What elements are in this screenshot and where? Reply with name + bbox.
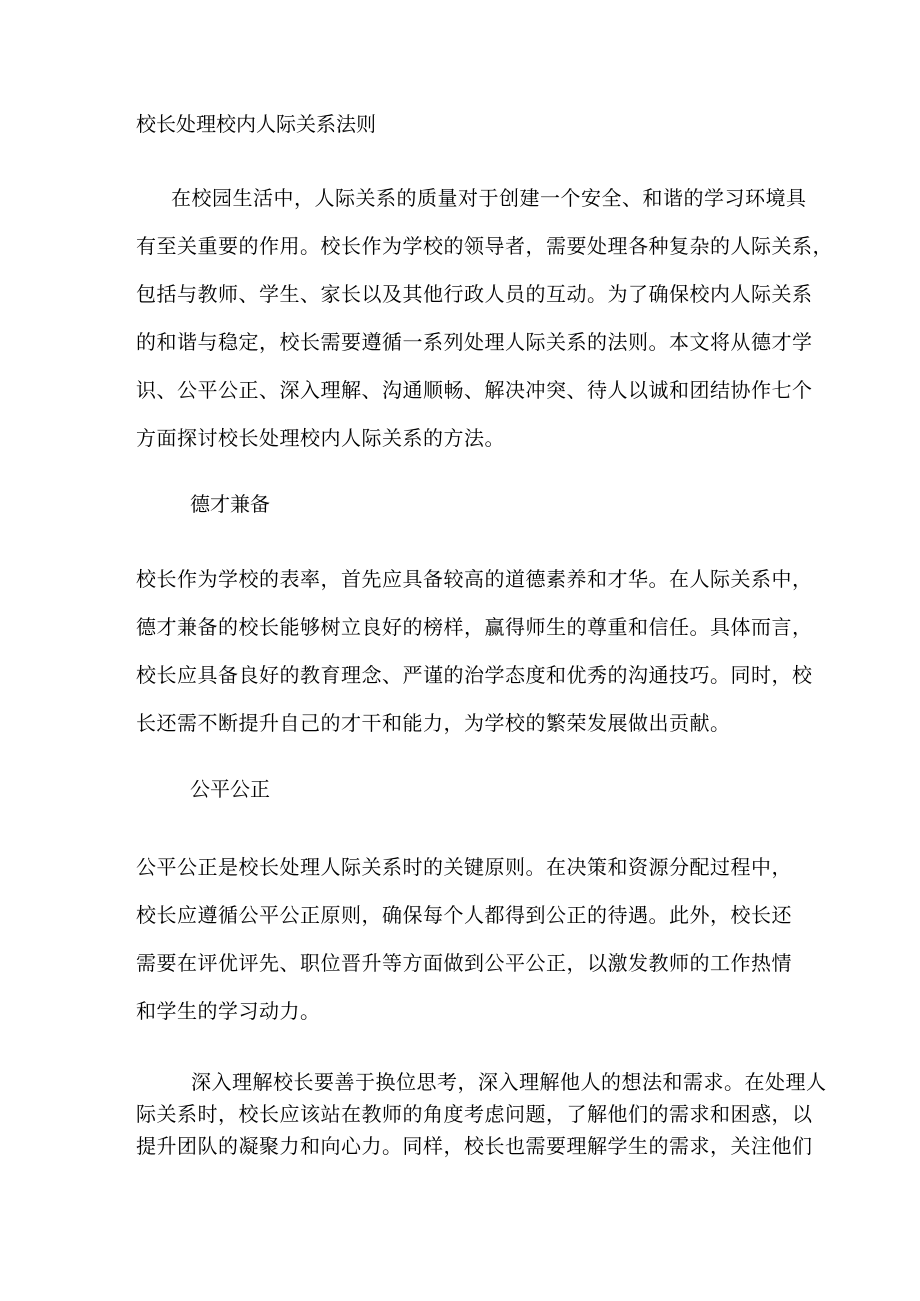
paragraph-line: 深入理解校长要善于换位思考，深入理解他人的想法和需求。在处理人 — [191, 1070, 827, 1094]
intro-line: 在校园生活中，人际关系的质量对于创建一个安全、和谐的学习环境具 — [171, 186, 807, 210]
paragraph-line: 提升团队的凝聚力和向心力。同样，校长也需要理解学生的需求，关注他们 — [136, 1134, 813, 1158]
paragraph-line: 和学生的学习动力。 — [136, 999, 321, 1023]
paragraph-line: 需要在评优评先、职位晋升等方面做到公平公正，以激发教师的工作热情 — [136, 951, 792, 975]
section-paragraph-gongping — [136, 843, 806, 1035]
section-heading-decai: 德才兼备 — [190, 492, 270, 516]
intro-line: 有至关重要的作用。校长作为学校的领导者，需要处理各种复杂的人际关系， — [136, 234, 833, 258]
paragraph-line: 校长作为学校的表率，首先应具备较高的道德素养和才华。在人际关系中， — [136, 567, 813, 591]
intro-line: 方面探讨校长处理校内人际关系的方法。 — [136, 426, 505, 450]
section-paragraph-shenru — [136, 1066, 827, 1162]
intro-line: 识、公平公正、深入理解、沟通顺畅、解决冲突、待人以诚和团结协作七个 — [136, 378, 813, 402]
section-heading-gongping: 公平公正 — [190, 777, 270, 801]
intro-line: 的和谐与稳定，校长需要遵循一系列处理人际关系的法则。本文将从德才学 — [136, 330, 813, 354]
paragraph-line: 长还需不断提升自己的才干和能力，为学校的繁荣发展做出贡献。 — [136, 711, 731, 735]
intro-paragraph — [136, 174, 833, 462]
intro-line: 包括与教师、学生、家长以及其他行政人员的互动。为了确保校内人际关系 — [136, 282, 813, 306]
paragraph-line: 校长应遵循公平公正原则，确保每个人都得到公正的待遇。此外，校长还 — [136, 903, 792, 927]
paragraph-line: 公平公正是校长处理人际关系时的关键原则。在决策和资源分配过程中， — [136, 855, 792, 879]
paragraph-line: 际关系时，校长应该站在教师的角度考虑问题，了解他们的需求和困惑，以 — [136, 1102, 813, 1126]
document-title: 校长处理校内人际关系法则 — [136, 112, 376, 136]
section-paragraph-decai — [136, 555, 813, 747]
paragraph-line: 校长应具备良好的教育理念、严谨的治学态度和优秀的沟通技巧。同时，校 — [136, 663, 813, 687]
paragraph-line: 德才兼备的校长能够树立良好的榜样，赢得师生的尊重和信任。具体而言， — [136, 615, 813, 639]
